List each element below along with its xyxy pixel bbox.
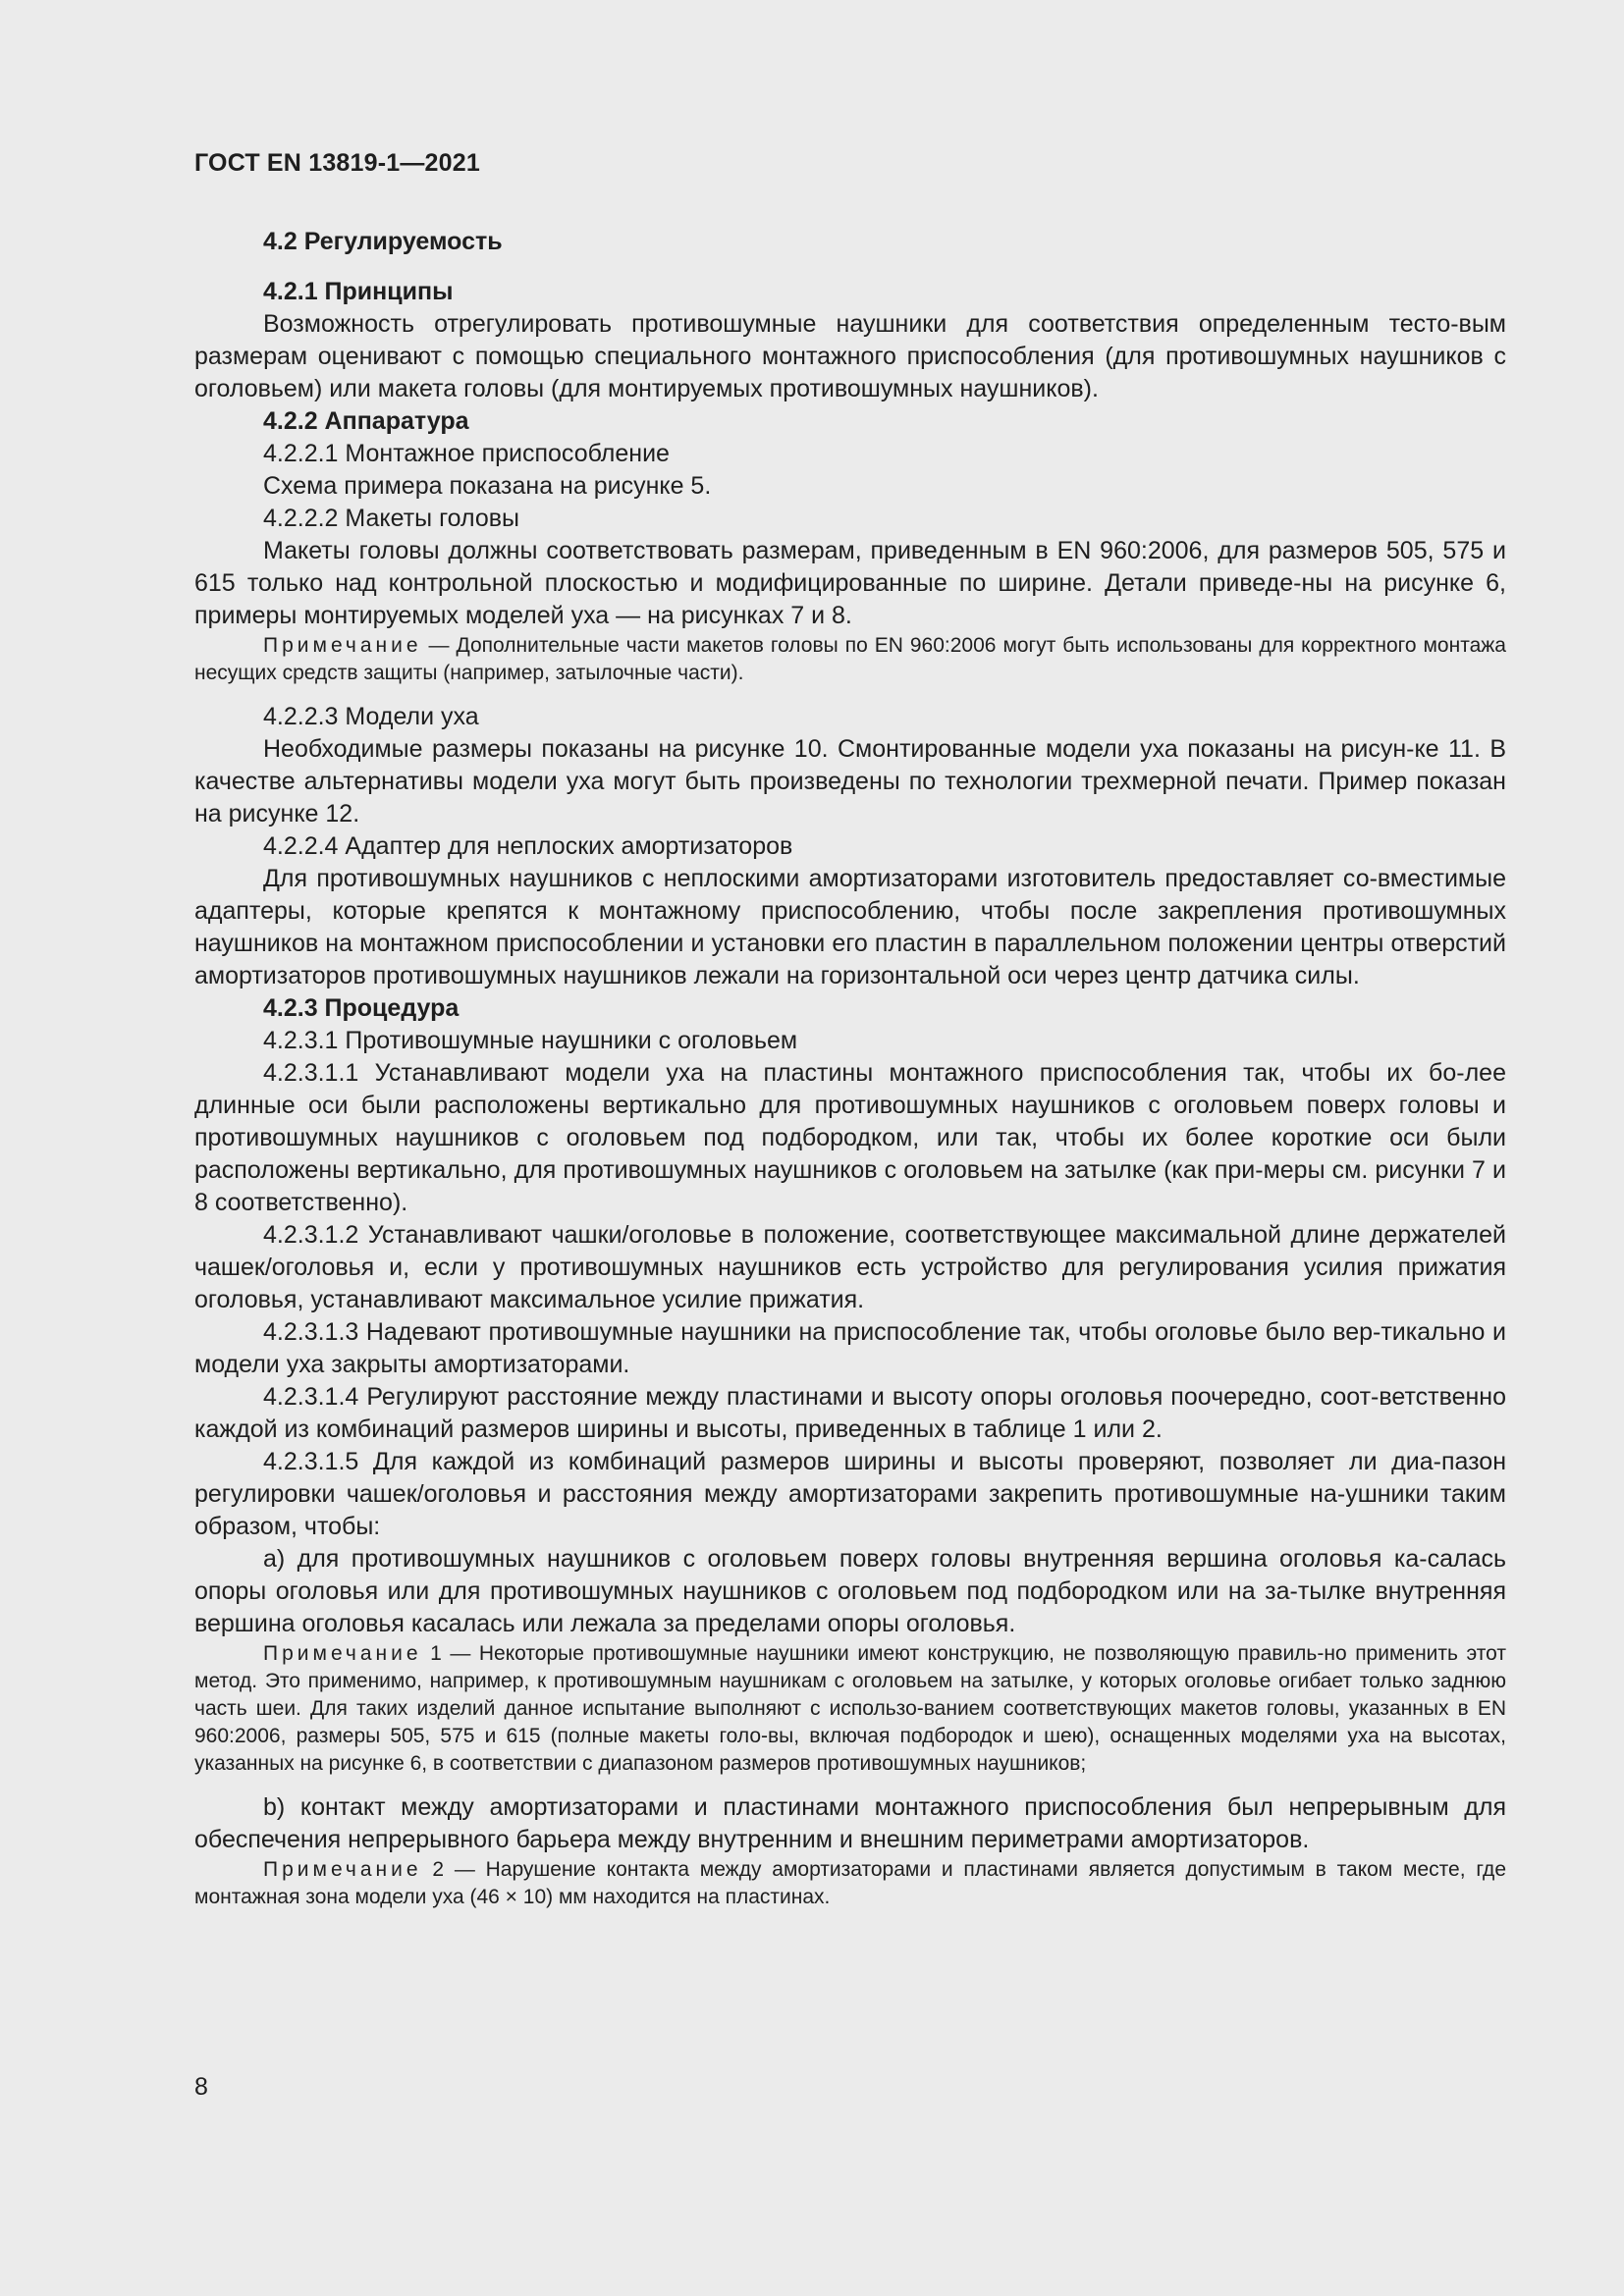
paragraph-4-2-3-1-3: 4.2.3.1.3 Надевают противошумные наушники на приспособление так, чтобы оголовье было вер-тикально и модели уха закрыты амортизаторами. — [194, 1318, 1506, 1378]
note-2 — [194, 1856, 1506, 1911]
note-text: 1 — Некоторые противошумные наушники имеют конструкцию, не позволяющую правиль-но применить этот метод. Это применимо, например, к противошумным наушникам с оголовьем на затылке, у которых оголовье огибает только заднюю часть шеи. Для таких изделий данное испытание выполняют с использо-ванием соответствующих макетов головы, указанных в EN 960:2006, размеры 505, 575 и 615 (полные макеты голо-вы, включая подбородок и шею), оснащенных моделями уха на высотах, указанных на рисунке 6, в соответствии с диапазоном размеров противошумных наушников; — [194, 1642, 1506, 1775]
heading-4-2-2-1: 4.2.2.1 Монтажное приспособление — [263, 440, 670, 467]
list-item-a: а) для противошумных наушников с оголовьем поверх головы внутренняя вершина оголовья ка-салась опоры оголовья или для противошумных наушников с оголовьем под подбородком или на за-тылке внутренняя вершина оголовья касалась или лежала за пределами опоры оголовья. — [194, 1545, 1506, 1637]
paragraph-4-2-3-1-2: 4.2.3.1.2 Устанавливают чашки/оголовье в положение, соответствующее максимальной длине держателей чашек/оголовья и, если у противошумных наушников есть устройство для регулирования усилия прижатия оголовья, устанавливают максимальное усилие прижатия. — [194, 1221, 1506, 1313]
document-header: ГОСТ EN 13819-1—2021 — [194, 149, 480, 177]
paragraph-4-2-3-1-5: 4.2.3.1.5 Для каждой из комбинаций размеров ширины и высоты проверяют, позволяет ли диа-пазон регулировки чашек/оголовья и расстояния между амортизаторами закрепить противошумные на-ушники таким образом, чтобы: — [194, 1448, 1506, 1540]
note-text: 2 — Нарушение контакта между амортизаторами и пластинами является допустимым в таком месте, где монтажная зона модели уха (46 × 10) мм находится на пластинах. — [194, 1858, 1506, 1908]
paragraph-mounting-fixture: Схема примера показана на рисунке 5. — [263, 472, 712, 500]
note-label: Примечание — [263, 634, 422, 657]
heading-4-2-2: 4.2.2 Аппаратура — [263, 407, 469, 435]
heading-4-2-2-4: 4.2.2.4 Адаптер для неплоских амортизаторов — [263, 832, 793, 860]
note-label: Примечание — [263, 1642, 422, 1665]
note-label: Примечание — [263, 1858, 422, 1881]
heading-4-2-2-2: 4.2.2.2 Макеты головы — [263, 505, 520, 532]
paragraph-4-2-3-1-4: 4.2.3.1.4 Регулируют расстояние между пластинами и высоту опоры оголовья поочередно, соот-ветственно каждой из комбинаций размеров ширины и высоты, приведенных в таблице 1 или 2. — [194, 1383, 1506, 1443]
heading-4-2: 4.2 Регулируемость — [263, 228, 503, 255]
heading-4-2-3: 4.2.3 Процедура — [263, 994, 460, 1022]
paragraph-4-2-3-1-1: 4.2.3.1.1 Устанавливают модели уха на пластины монтажного приспособления так, чтобы их бо-лее длинные оси были расположены вертикально для противошумных наушников с оголовьем поверх головы и противошумных наушников с оголовьем под подбородком, или так, чтобы их более короткие оси были расположены вертикально, для противошумных наушников с оголовьем на затылке (как при-меры см. рисунки 7 и 8 соответственно). — [194, 1059, 1506, 1216]
note-text: — Дополнительные части макетов головы по EN 960:2006 могут быть использованы для корректного монтажа несущих средств защиты (например, затылочные части). — [194, 634, 1506, 684]
page-number: 8 — [194, 2073, 208, 2101]
paragraph-principles: Возможность отрегулировать противошумные наушники для соответствия определенным тесто-вым размерам оценивают с помощью специального монтажного приспособления (для противошумных наушников с оголовьем) или макета головы (для монтируемых противошумных наушников). — [194, 310, 1506, 402]
note-head-models — [194, 632, 1506, 687]
heading-4-2-1: 4.2.1 Принципы — [263, 278, 454, 305]
paragraph-adapter: Для противошумных наушников с неплоскими амортизаторами изготовитель предоставляет со-вместимые адаптеры, которые крепятся к монтажному приспособлению, чтобы после закрепления противошумных наушников на монтажном приспособлении и установки его пластин в параллельном положении центры отверстий амортизаторов противошумных наушников лежали на горизонтальной оси через центр датчика силы. — [194, 865, 1506, 989]
paragraph-head-models: Макеты головы должны соответствовать размерам, приведенным в EN 960:2006, для размеров 505, 575 и 615 только над контрольной плоскостью и модифицированные по ширине. Детали приведе-ны на рисунке 6, примеры монтируемых моделей уха — на рисунках 7 и 8. — [194, 537, 1506, 629]
document-body — [194, 226, 1506, 1911]
note-1 — [194, 1640, 1506, 1778]
heading-4-2-2-3: 4.2.2.3 Модели уха — [263, 703, 479, 730]
paragraph-ear-models: Необходимые размеры показаны на рисунке 10. Смонтированные модели уха показаны на рисун-ке 11. В качестве альтернативы модели уха могут быть произведены по технологии трехмерной печати. Пример показан на рисунке 12. — [194, 735, 1506, 828]
heading-4-2-3-1: 4.2.3.1 Противошумные наушники с оголовьем — [263, 1027, 798, 1054]
list-item-b: b) контакт между амортизаторами и пластинами монтажного приспособления был непрерывным для обеспечения непрерывного барьера между внутренним и внешним периметрами амортизаторов. — [194, 1793, 1506, 1853]
